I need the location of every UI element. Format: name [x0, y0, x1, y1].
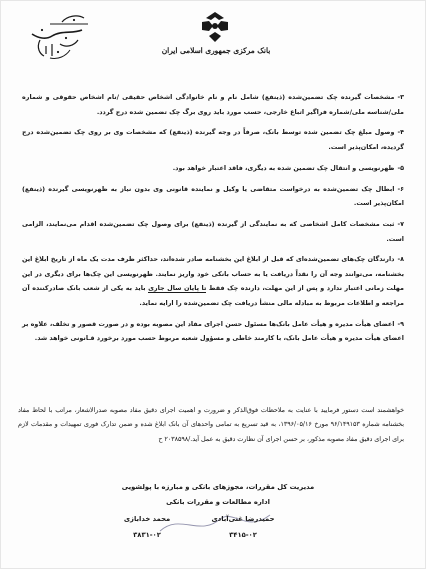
- signatory-left-name: محمد خدابازی: [123, 515, 171, 523]
- closing-paragraph: خواهشمند است دستور فرمایید با عنایت به ملاحظات فوق‌الذکر و ضرورت و اهمیت اجرای دقیق مفاد مصوبه صدرالاشعار، مراتب با لحاظ مفاد بخشنامه شماره ۹۶/۱۴۹۱۵۳ مورخ ۱۳۹۶/۰۵/۱۶، به قید تسریع به تمامی واحدهای آن بانک ابلاغ شده و ضمن تدارک فوری تمهیدات و مقدمات لازم برای اجرای دقیق مفاد مصوبه مذکور، بر حسن اجرای آن نظارت دقیق به عمل آید./۲۰۳۸۵۹۸ ح: [18, 407, 404, 443]
- clause-5: ۵-ظهرنویسی و انتقال چک تضمین شده به دیگری، فاقد اعتبار خواهد بود.: [172, 163, 404, 172]
- underlined-deadline: تا پایان سال جاری: [148, 284, 207, 293]
- bank-name-heading: بانک مرکزی جمهوری اسلامی ایران: [161, 46, 271, 55]
- clause-4: ۴-وصول مبلغ چک تضمین شده توسط بانک، صرفاً در وجه گیرنده (ذینفع) که مشخصات وی بر روی چک تضمین‌شده درج گردیده، امکان‌پذیر است.: [22, 128, 404, 151]
- clause-3: ۳-مشخصات گیرنده چک تضمین‌شده (ذینفع) شامل نام و نام خانوادگی اشخاص حقیقی /نام اشخاص حقوقی و شماره ملی/شناسه ملی/شماره فراگیر اتباع خارجی، حسب مورد باید روی برگ چک تضمین شده درج گردد.: [22, 93, 404, 116]
- signatory-left-ext: ۳۸۳۱-۰۲: [133, 531, 161, 539]
- clauses-list: [22, 90, 404, 352]
- clause-8: ۸-دارندگان چک‌های تضمین‌شده‌ای که قبل از ابلاغ این بخشنامه صادر شده‌اند، حداکثر ظرف مدت یک ماه از تاریخ ابلاغ این بخشنامه، می‌توانند وجه آن را نقداً دریافت یا به حساب بانکی خود واریز نمایند. ظهرنویسی این چک‌ها برای دیگری در این مهلت زمانی اعتبار ندارد و پس از این مهلت، دارنده چک فقط تا پایان سال جاری باید به یکی از شعب بانک صادرکننده آن مراجعه و اطلاعات مربوط به مبادله مالی منشأ دریافت چک تضمین‌شده را ارایه نماید.: [22, 255, 404, 308]
- signatory-right-name: حمیدرضا غنی‌آبادی: [211, 515, 275, 523]
- clause-9: ۹-اعضای هیأت مدیره و هیأت عامل بانک‌ها مسئول حسن اجرای مفاد این مصوبه بوده و در صورت قصور و تخلف، علاوه بر اعضای هیأت مدیره و هیأت عامل بانک، با کارمند خاطی و مسؤول شعبه مربوط حسب مورد برخورد قـانونی خواهد شد.: [22, 319, 404, 343]
- department-line-2: اداره مطالعات و مقررات بانکی: [166, 497, 270, 506]
- clause-6: ۶-ابطال چک تضمین‌شده به درخواست متقاضی یا وکیل و نماینده قانونی وی بدون نیاز به ظهرنویسی گیرنده (ذینفع) امکان‌پذیر است.: [22, 184, 404, 208]
- calligraphy-stamp-logo: [22, 10, 96, 64]
- central-bank-emblem-icon: [197, 10, 233, 44]
- clause-7: ۷-ثبت مشخصات کامل اشخاصی که به نمایندگی از گیرنده (ذینفع) برای وصول چک تضمین‌شده اقدام می‌نمایند، الزامی است.: [22, 219, 404, 243]
- signatory-left: [104, 511, 190, 543]
- department-line-1: مدیریت کل مقررات، مجوزهای بانکی و مبارزه با پولشویی: [121, 483, 315, 491]
- signatory-right: [200, 511, 286, 543]
- signatory-right-ext: ۳۴۱۵-۰۲: [229, 531, 257, 539]
